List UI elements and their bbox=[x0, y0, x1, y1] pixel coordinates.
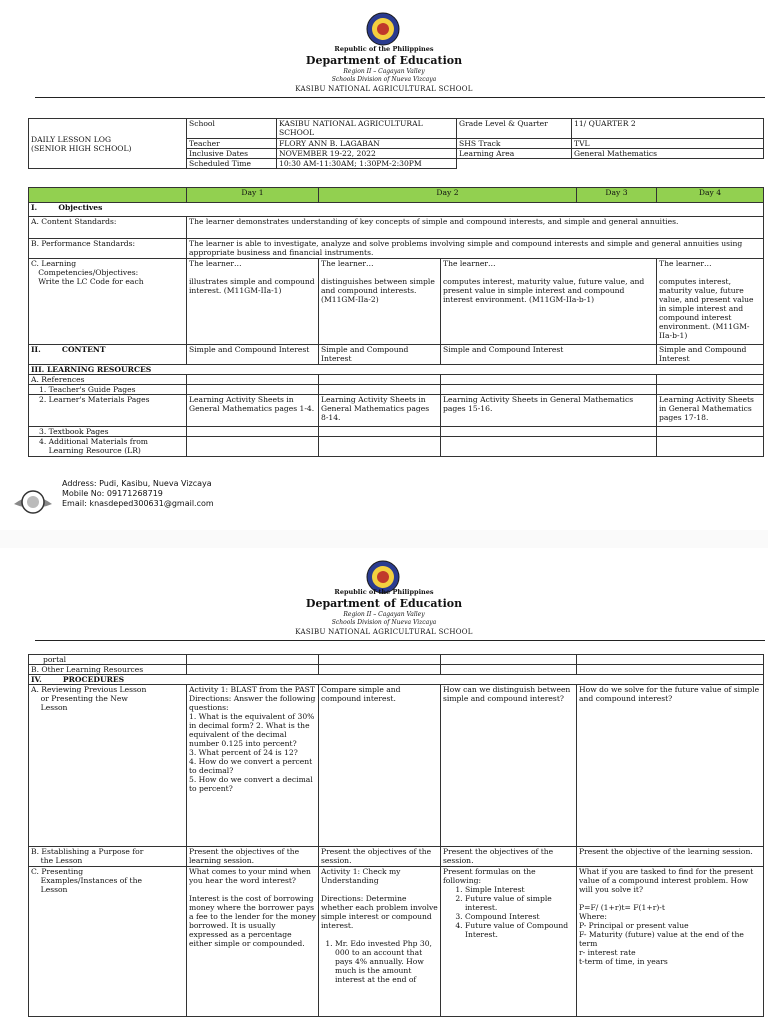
lm-label: 2. Learner's Materials Pages bbox=[29, 395, 187, 427]
division-line: Schools Division of Nueva Vizcaya bbox=[331, 76, 437, 83]
tg-label: 1. Teacher's Guide Pages bbox=[29, 385, 187, 395]
procedures-heading: IV. PROCEDURES bbox=[29, 675, 764, 685]
header-divider bbox=[35, 640, 765, 641]
dates-value: NOVEMBER 19-22, 2022 bbox=[277, 149, 457, 159]
review-day3: How can we distinguish between simple and compound interest? bbox=[441, 685, 577, 847]
examples-day2-item: 1. Mr. Edo invested Php 30, 000 to an account that pays 4% annually. How much is the amount interest at the end of bbox=[335, 939, 438, 984]
purpose-day1: Present the objectives of the learning session. bbox=[187, 847, 319, 867]
department-title: Department of Education bbox=[305, 597, 463, 610]
school-logo-icon bbox=[12, 482, 54, 522]
resources-heading: III. LEARNING RESOURCES bbox=[29, 365, 764, 375]
dates-label: Inclusive Dates bbox=[187, 149, 277, 159]
dll-title: DAILY LESSON LOG (SENIOR HIGH SCHOOL) bbox=[29, 119, 187, 169]
school-line: KASIBU NATIONAL AGRICULTURAL SCHOOL bbox=[295, 628, 473, 636]
formula-item: 1. Simple Interest bbox=[465, 885, 574, 894]
portal-label: portal bbox=[29, 655, 187, 665]
footer-email: Email: knasdeped300631@gmail.com bbox=[62, 499, 214, 508]
day3-header: Day 3 bbox=[577, 188, 657, 203]
lm-day4: Learning Activity Sheets in General Mathematics pages 17-18. bbox=[657, 395, 764, 427]
info-table bbox=[28, 118, 764, 169]
formula-item: 2. Future value of simple interest. bbox=[465, 894, 574, 912]
empty-cell bbox=[572, 159, 764, 169]
purpose-day3: Present the objectives of the session. bbox=[441, 847, 577, 867]
examples-day1: What comes to your mind when you hear the word interest? Interest is the cost of borrowing money where the borrower pays a fee to the lender for the money borrowed. It is usually expressed as a percentage either simple or compounded. bbox=[187, 867, 319, 1017]
lm-day3: Learning Activity Sheets in General Mathematics pages 15-16. bbox=[441, 395, 657, 427]
content-day2: Simple and Compound Interest bbox=[319, 345, 441, 365]
examples-day2 bbox=[319, 867, 441, 1017]
grade-label: Grade Level & Quarter bbox=[457, 119, 572, 139]
track-value: TVL bbox=[572, 139, 764, 149]
lesson-table-2 bbox=[28, 654, 764, 1017]
grade-value: 11/ QUARTER 2 bbox=[572, 119, 764, 139]
day1-header: Day 1 bbox=[187, 188, 319, 203]
republic-line: Republic of the Philippines bbox=[334, 45, 434, 53]
time-label: Scheduled Time bbox=[187, 159, 277, 169]
teacher-label: Teacher bbox=[187, 139, 277, 149]
lc-label: C. Learning Competencies/Objectives: Write the LC Code for each bbox=[29, 259, 187, 345]
lc-day3: The learner… computes interest, maturity value, future value, and present value in simple interest and compound interest environment. (M11GM-IIa-b-1) bbox=[441, 259, 657, 345]
formula-item: 3. Compound Interest bbox=[465, 912, 574, 921]
purpose-day2: Present the objectives of the session. bbox=[319, 847, 441, 867]
track-label: SHS Track bbox=[457, 139, 572, 149]
examples-day3-intro: Present formulas on the following: bbox=[443, 867, 536, 885]
footer-address: Address: Pudi, Kasibu, Nueva Vizcaya bbox=[62, 479, 212, 488]
day4-header: Day 4 bbox=[657, 188, 764, 203]
header-divider bbox=[35, 97, 765, 98]
school-label: School bbox=[187, 119, 277, 139]
perf-std-label: B. Performance Standards: bbox=[29, 239, 187, 259]
purpose-label: B. Establishing a Purpose for the Lesson bbox=[29, 847, 187, 867]
content-day3: Simple and Compound Interest bbox=[441, 345, 657, 365]
examples-label: C. Presenting Examples/Instances of the Lesson bbox=[29, 867, 187, 1017]
formula-item: 4. Future value of Compound Interest. bbox=[465, 921, 574, 939]
corner-cell bbox=[29, 188, 187, 203]
teacher-value: FLORY ANN B. LAGABAN bbox=[277, 139, 457, 149]
region-line: Region II – Cagayan Valley bbox=[343, 611, 425, 618]
footer-mobile: Mobile No: 09171268719 bbox=[62, 489, 163, 498]
content-heading: II. CONTENT bbox=[29, 345, 187, 365]
content-day4: Simple and Compound Interest bbox=[657, 345, 764, 365]
republic-line: Republic of the Philippines bbox=[334, 588, 434, 596]
examples-day4: What if you are tasked to find for the present value of a compound interest problem. How will you solve it? P=F/ (1+r)t= F(1+r)-t Where: P- Principal or present value F- Maturity (future) value at the end of the term r- interest rate t-term of time, in years bbox=[577, 867, 764, 1017]
lc-day4: The learner… computes interest, maturity value, future value, and present value in simple interest and compound interest environment. (M11GM-IIa-b-1) bbox=[657, 259, 764, 345]
empty-cell bbox=[457, 159, 572, 169]
department-title: Department of Education bbox=[305, 54, 463, 67]
lc-day1: The learner… illustrates simple and compound interest. (M11GM-IIa-1) bbox=[187, 259, 319, 345]
content-std-text: The learner demonstrates understanding of key concepts of simple and compound interests, and simple and general annuities. bbox=[187, 217, 764, 239]
review-day2: Compare simple and compound interest. bbox=[319, 685, 441, 847]
references-label: A. References bbox=[29, 375, 187, 385]
objectives-heading: I. Objectives bbox=[29, 203, 764, 217]
perf-std-text: The learner is able to investigate, analyze and solve problems involving simple and compound interests and simple and general annuities using appropriate business and financial instruments. bbox=[187, 239, 764, 259]
school-line: KASIBU NATIONAL AGRICULTURAL SCHOOL bbox=[295, 85, 473, 93]
school-value: KASIBU NATIONAL AGRICULTURAL SCHOOL bbox=[277, 119, 457, 139]
additional-label: 4. Additional Materials from Learning Resource (LR) bbox=[29, 437, 187, 457]
purpose-day4: Present the objective of the learning session. bbox=[577, 847, 764, 867]
lm-day2: Learning Activity Sheets in General Mathematics pages 8-14. bbox=[319, 395, 441, 427]
content-std-label: A. Content Standards: bbox=[29, 217, 187, 239]
other-resources-label: B. Other Learning Resources bbox=[29, 665, 187, 675]
lesson-table-1-body bbox=[28, 187, 764, 457]
review-day1: Activity 1: BLAST from the PAST Directions: Answer the following questions: 1. What is the equivalent of 30% in decimal form? 2. What is the equivalent of the decimal number 0.125 into percent? 3. What percent of 24 is 12? 4. How do we convert a percent to decimal? 5. How do we convert a decimal to percent? bbox=[187, 685, 319, 847]
area-value: General Mathematics bbox=[572, 149, 764, 159]
day2-header: Day 2 bbox=[319, 188, 577, 203]
page-gap bbox=[0, 530, 768, 548]
review-label: A. Reviewing Previous Lesson or Presenting the New Lesson bbox=[29, 685, 187, 847]
lm-day1: Learning Activity Sheets in General Mathematics pages 1-4. bbox=[187, 395, 319, 427]
examples-day3 bbox=[441, 867, 577, 1017]
region-line: Region II – Cagayan Valley bbox=[343, 68, 425, 75]
division-line: Schools Division of Nueva Vizcaya bbox=[331, 619, 437, 626]
page-2 bbox=[0, 548, 768, 1024]
examples-day2-intro: Activity 1: Check my Understanding Directions: Determine whether each problem involve simple interest or compound interest. bbox=[321, 867, 438, 930]
content-day1: Simple and Compound Interest bbox=[187, 345, 319, 365]
textbook-label: 3. Textbook Pages bbox=[29, 427, 187, 437]
review-day4: How do we solve for the future value of simple and compound interest? bbox=[577, 685, 764, 847]
deped-seal-icon bbox=[366, 12, 400, 46]
lc-day2: The learner… distinguishes between simple and compound interests. (M11GM-IIa-2) bbox=[319, 259, 441, 345]
time-value: 10:30 AM-11:30AM; 1:30PM-2:30PM bbox=[277, 159, 457, 169]
area-label: Learning Area bbox=[457, 149, 572, 159]
